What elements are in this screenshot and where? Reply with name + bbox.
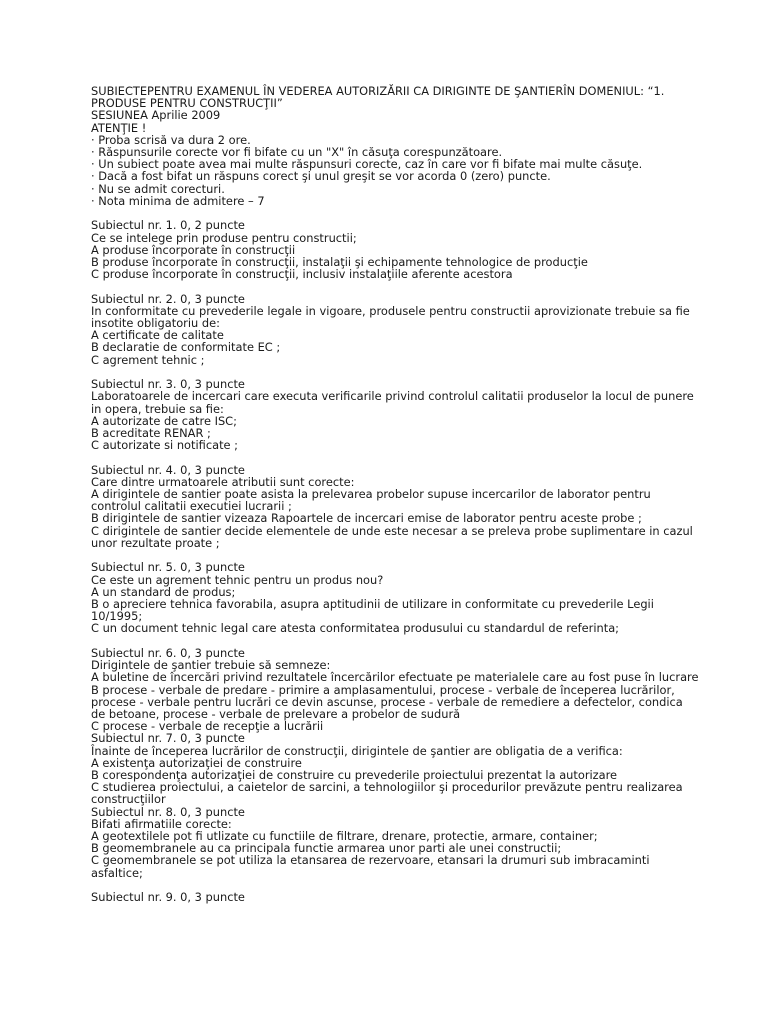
subject-line: B procese - verbale de predare - primire a amplasamentului, procese - verbale de începerea lucrărilor, (91, 682, 675, 697)
header-line: ATENŢIE ! (91, 120, 147, 135)
subject-line: C un document tehnic legal care atesta conformitatea produsului cu standardul de referinta; (91, 621, 620, 636)
subject-line: C geomembranele se pot utiliza la etansarea de rezervoare, etansari la drumuri sub imbracaminti (91, 853, 650, 868)
subject-block (91, 561, 691, 634)
subject-title: Subiectul nr. 1. 0, 2 puncte (91, 218, 245, 233)
subject-block (91, 645, 699, 734)
subject-line: in opera, trebuie sa fie: (91, 401, 224, 416)
header-line: SUBIECTEPENTRU EXAMENUL ÎN VEDEREA AUTORIZĂRII CA DIRIGINTE DE ŞANTIERÎN DOMENIUL: “1. (91, 84, 665, 98)
subject-line: A dirigintele de santier poate asista la prelevarea probelor supuse incercarilor de laborator pentru (91, 487, 651, 502)
header-line: PRODUSE PENTRU CONSTRUCŢII” (91, 96, 283, 111)
subject-line: B dirigintele de santier vizeaza Rapoartele de incercari emise de laborator pentru aceste probe ; (91, 511, 642, 526)
subject-title: Subiectul nr. 5. 0, 3 puncte (91, 560, 245, 575)
blank-line (91, 280, 691, 292)
subject-line: C autorizate si notificate ; (91, 438, 238, 453)
header-line: · Dacă a fost bifat un răspuns corect şi unul greşit se vor acorda 0 (zero) puncte. (91, 169, 551, 184)
subject-line: C agrement tehnic ; (91, 352, 205, 367)
subject-line: controlul calitatii executiei lucrarii ; (91, 499, 292, 514)
subject-line: insotite obligatoriu de: (91, 316, 220, 331)
subject-block (91, 806, 691, 879)
subject-line: C studierea proiectului, a caietelor de sarcini, a tehnologiilor şi procedurilor prevăzute pentru realizarea (91, 780, 683, 795)
subject-line: A produse încorporate în construcţii (91, 242, 296, 257)
exam-header (91, 85, 691, 207)
header-line: · Un subiect poate avea mai multe răspunsuri corecte, caz în care vor fi bifate mai multe căsuţe. (91, 157, 643, 172)
subject-line: de betoane, procese - verbale de prelevare a probelor de sudură (91, 706, 461, 721)
header-line: · Nu se admit corecturi. (91, 181, 225, 196)
subject-line: C procese - verbale de recepţie a lucrării (91, 719, 324, 734)
header-line: · Proba scrisă va dura 2 ore. (91, 132, 251, 147)
subject-block (91, 891, 691, 903)
subject-line: Dirigintele de şantier trebuie să semneze: (91, 658, 331, 673)
subject-line: 10/1995; (91, 609, 143, 624)
subject-line: Care dintre urmatoarele atributii sunt corecte: (91, 474, 355, 489)
subject-line: procese - verbale pentru lucrări ce devin ascunse, procese - verbale de remediere a defectelor, condica (91, 694, 683, 709)
header-line: · Nota minima de admitere – 7 (91, 193, 265, 208)
subject-title: Subiectul nr. 4. 0, 3 puncte (91, 462, 245, 477)
subject-block (91, 219, 691, 280)
subject-line: A un standard de produs; (91, 584, 236, 599)
subject-block (91, 293, 691, 366)
subject-line: C produse încorporate în construcţii, inclusiv instalaţiile aferente acestora (91, 267, 513, 282)
subject-line: unor rezultate proate ; (91, 535, 220, 550)
header-line: SESIUNEA Aprilie 2009 (91, 108, 221, 123)
subject-title: Subiectul nr. 6. 0, 3 puncte (91, 645, 245, 660)
subject-title: Subiectul nr. 3. 0, 3 puncte (91, 377, 245, 392)
subject-line: Ce se intelege prin produse pentru constructii; (91, 230, 357, 245)
subject-line: In conformitate cu prevederile legale in vigoare, produsele pentru constructii aprovizionate trebuie sa fie (91, 303, 690, 318)
subject-line: B o apreciere tehnica favorabila, asupra aptitudinii de utilizare in conformitate cu prevederile Legii (91, 597, 654, 611)
blank-line (91, 451, 691, 463)
subject-line: asfaltice; (91, 865, 143, 880)
subject-block (91, 464, 691, 549)
subject-line: B geomembranele au ca principala functie armarea unor parti ale unei constructii; (91, 841, 562, 856)
subject-line: construcţiilor (91, 792, 166, 807)
subject-line: B declaratie de conformitate EC ; (91, 340, 281, 355)
subject-title: Subiectul nr. 2. 0, 3 puncte (91, 291, 245, 306)
subject-block (91, 732, 691, 805)
subject-title: Subiectul nr. 9. 0, 3 puncte (91, 890, 245, 905)
document-body (91, 84, 699, 905)
subject-line: A buletine de încercări privind rezultatele încercărilor efectuate pe materialele care au fost puse în lucrare (91, 670, 699, 685)
subject-line: A certificate de calitate (91, 328, 224, 343)
subject-line: Laboratoarele de incercari care executa verificarile privind controlul calitatii produselor la locul de punere (91, 389, 694, 404)
subject-block (91, 377, 694, 453)
subject-line: B produse încorporate în construcţii, instalaţii şi echipamente tehnologice de producţie (91, 254, 588, 269)
subject-line: B corespondenţa autorizaţiei de construire cu prevederile proiectului prezentat la autorizare (91, 767, 618, 782)
subject-line: B acreditate RENAR ; (91, 425, 211, 440)
subject-line: A autorizate de catre ISC; (91, 413, 237, 428)
subject-line: A existenţa autorizaţiei de construire (91, 755, 302, 770)
subject-line: Ce este un agrement tehnic pentru un produs nou? (91, 572, 384, 587)
subject-title: Subiectul nr. 7. 0, 3 puncte (91, 731, 245, 746)
subject-title: Subiectul nr. 8. 0, 3 puncte (91, 804, 245, 819)
subject-line: Bifati afirmatiile corecte: (91, 816, 232, 831)
header-line: · Răspunsurile corecte vor fi bifate cu un "X" în căsuţa corespunzătoare. (91, 145, 503, 160)
subject-line: Înainte de începerea lucrărilor de construcţii, dirigintele de şantier are obligatia de a verifica: (91, 743, 623, 758)
subject-line: A geotextilele pot fi utlizate cu functiile de filtrare, drenare, protectie, armare, container; (91, 828, 598, 843)
subject-line: C dirigintele de santier decide elementele de unde este necesar a se preleva probe suplimentare in cazul (91, 523, 693, 538)
